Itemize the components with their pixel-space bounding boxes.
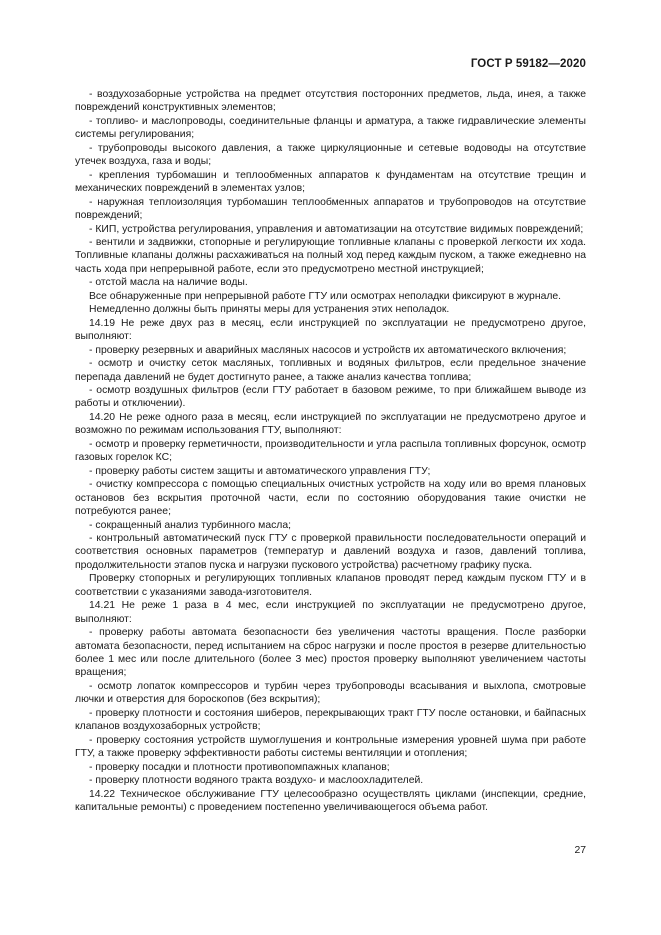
paragraph: - осмотр и проверку герметичности, производительности и угла распыла топливных форсунок, осмотр газовых горелок КС; xyxy=(75,438,586,464)
paragraph: - воздухозаборные устройства на предмет отсутствия посторонних предметов, льда, инея, а также повреждений конструктивных элементов; xyxy=(75,89,586,114)
paragraph: - проверку резервных и аварийных масляных насосов и устройств их автоматического включения; xyxy=(89,344,567,356)
paragraph: - контрольный автоматический пуск ГТУ с проверкой правильности последовательности операций и соответствия основных параметров (температур и давлений воздуха и газов, давлений топлива, продолжительности этапов пуска и нагрузки пускового устройства) расчетному графику пуска. xyxy=(75,532,586,571)
paragraph: - сокращенный анализ турбинного масла; xyxy=(89,519,292,531)
paragraph: - топливо- и маслопроводы, соединительные фланцы и арматура, а также гидравлические элементы системы регулирования; xyxy=(75,115,586,141)
paragraph: - проверку плотности водяного тракта воздухо- и маслоохладителей. xyxy=(89,775,424,787)
section-14-21: 14.21 Не реже 1 раза в 4 мес, если инструкцией по эксплуатации не предусмотрено другое, выполняют: xyxy=(75,600,586,625)
paragraph: - проверку посадки и плотности противопомпажных клапанов; xyxy=(89,761,390,773)
paragraph: - проверку работы автомата безопасности без увеличения частоты вращения. После разборки автомата безопасности, перед испытанием на сброс нагрузки и после простоя в резерве длительностью более 1 мес или после длительного (более 3 мес) простоя проверку выполняют увеличением частоты вращения; xyxy=(75,627,586,679)
paragraph: - наружная теплоизоляция турбомашин теплообменных аппаратов и трубопроводов на отсутствие повреждений; xyxy=(75,196,586,222)
page-number: 27 xyxy=(574,845,586,856)
paragraph: - осмотр и очистку сеток масляных, топливных и водяных фильтров, если предельное значение перепада давлений не будет достигнуто ранее, а также анализ качества топлива; xyxy=(75,358,586,383)
paragraph: Все обнаруженные при непрерывной работе ГТУ или осмотрах неполадки фиксируют в журнале. xyxy=(89,290,562,302)
paragraph: - проверку работы систем защиты и автоматического управления ГТУ; xyxy=(89,465,431,477)
paragraph: Немедленно должны быть приняты меры для устранения этих неполадок. xyxy=(89,304,450,316)
paragraph: - крепления турбомашин и теплообменных аппаратов к фундаментам на отсутствие трещин и механических повреждений в элементах узлов; xyxy=(75,169,586,195)
section-14-19: 14.19 Не реже двух раз в месяц, если инструкцией по эксплуатации не предусмотрено другое, выполняют: xyxy=(75,317,586,343)
paragraph: - трубопроводы высокого давления, а также циркуляционные и сетевые водоводы на отсутствие утечек воздуха, газа и воды; xyxy=(75,142,586,168)
paragraph: - очистку компрессора с помощью специальных очистных устройств на ходу или во время плановых остановов без вскрытия проточной части, если по состоянию оборудования такие очистки не потребуются ранее; xyxy=(75,479,586,518)
paragraph: Проверку стопорных и регулирующих топливных клапанов проводят перед каждым пуском ГТУ и в соответствии с указаниями завода-изготовителя. xyxy=(75,573,586,598)
document-code: ГОСТ Р 59182—2020 xyxy=(470,58,586,70)
section-14-20: 14.20 Не реже одного раза в месяц, если инструкцией по эксплуатации не предусмотрено другое и возможно по режимам использования ГТУ, выполняют: xyxy=(75,411,586,437)
paragraph: - осмотр лопаток компрессоров и турбин через трубопроводы всасывания и выхлопа, смотровые лючки и отверстия для бороскопов (без вскрытия); xyxy=(75,680,586,706)
paragraph: - проверку плотности и состояния шиберов, перекрывающих тракт ГТУ после остановки, и байпасных клапанов воздухозаборных устройств; xyxy=(75,707,586,733)
paragraph: - КИП, устройства регулирования, управления и автоматизации на отсутствие видимых повреждений; xyxy=(89,223,584,235)
paragraph: - отстой масла на наличие воды. xyxy=(89,277,248,289)
document-body xyxy=(75,88,586,814)
paragraph: - проверку состояния устройств шумоглушения и контрольные измерения уровней шума при работе ГТУ, а также проверку эффективности работы системы вентиляции и отопления; xyxy=(75,734,586,760)
paragraph: - осмотр воздушных фильтров (если ГТУ работает в базовом режиме, то при ближайшем выводе из работы и отключении). xyxy=(75,384,586,410)
section-14-22: 14.22 Техническое обслуживание ГТУ целесообразно осуществлять циклами (инспекции, средние, капитальные ремонты) с проведением постепенно увеличивающегося объема работ. xyxy=(75,788,586,814)
paragraph: - вентили и задвижки, стопорные и регулирующие топливные клапаны с проверкой легкости их хода. Топливные клапаны должны расхаживаться на полный ход перед каждым пуском, а также ежедневно на часть хода при непрерывной работе, если это предусмотрено местной инструкцией; xyxy=(75,236,586,275)
